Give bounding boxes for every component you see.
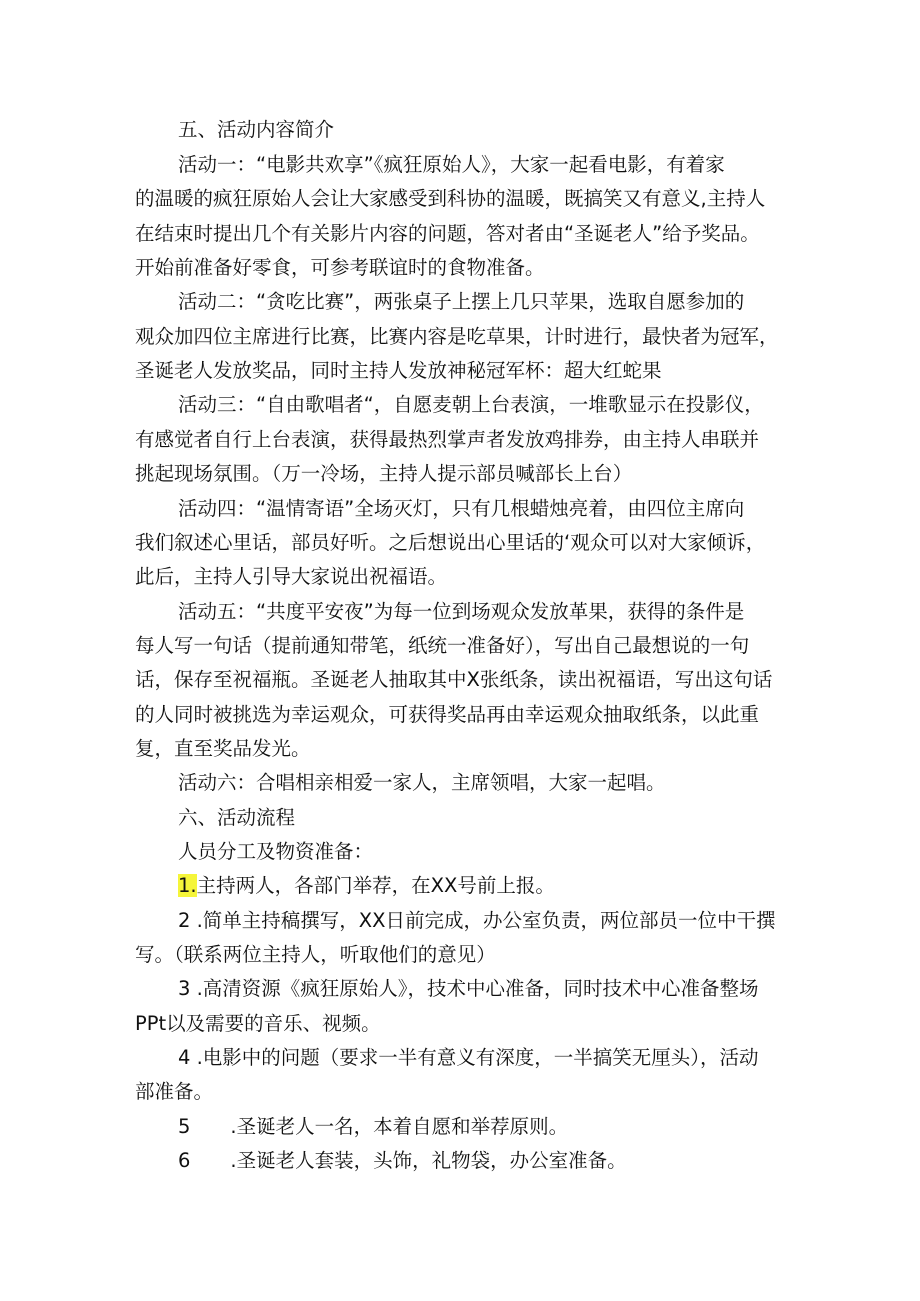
list-item: 3 .高清资源《疯狂原始人》，技术中心准备，同时技术中心准备整场 — [178, 977, 759, 1000]
list-item — [178, 1149, 627, 1175]
paragraph-line: 挑起现场氛围。（万一冷场，主持人提示部员喊部长上台） — [135, 462, 633, 485]
paragraph-line: 话，保存至祝福瓶。圣诞老人抽取其中X张纸条，读出祝福语，写出这句话 — [135, 668, 773, 691]
paragraph-line: 写。（联系两位主持人，听取他们的意见） — [135, 943, 496, 966]
paragraph-line: 部准备。 — [135, 1080, 214, 1103]
list-number: 5 — [178, 1115, 191, 1138]
paragraph-line: 活动三：“自由歌唱者“，自愿麦朝上台表演，一堆歌显示在投影仪， — [178, 393, 764, 416]
paragraph-line: 我们叙述心里话，部员好听。之后想说出心里话的‘观众可以对大家倾诉， — [135, 531, 766, 554]
paragraph-line: 观众加四位主席进行比赛，比赛内容是吃草果，计时进行，最快者为冠军， — [135, 325, 779, 348]
subheading: 人员分工及物资准备： — [178, 840, 374, 863]
list-item — [178, 874, 555, 900]
section-heading: 六、活动流程 — [178, 806, 296, 829]
paragraph-line: 有感觉者自行上台表演，获得最热烈掌声者发放鸡排券，由主持人串联并 — [135, 428, 760, 451]
paragraph-line: 圣诞老人发放奖品，同时主持人发放神秘冠军杯：超大红蛇果 — [135, 359, 662, 382]
list-item-text: 主持两人，各部门举荐，在XX号前上报。 — [196, 874, 555, 897]
list-item: 4 .电影中的问题（要求一半有意义有深度，一半搞笑无厘头），活动 — [178, 1046, 759, 1069]
paragraph-line: 活动一：“电影共欢享”《疯狂原始人》，大家一起看电影，有着家 — [178, 153, 725, 176]
list-item: 2 .简单主持稿撰写，XX日前完成，办公室负责，两位部员一位中干撰 — [178, 909, 776, 932]
paragraph-line: 开始前准备好零食，可参考联谊时的食物准备。 — [135, 256, 545, 279]
paragraph-line: PPt以及需要的音乐、视频。 — [135, 1012, 381, 1035]
section-heading: 五、活动内容简介 — [178, 118, 335, 141]
paragraph-line: 此后，主持人引导大家说出祝福语。 — [135, 565, 448, 588]
paragraph-line: 活动六：合唱相亲相爱一家人，主席领唱，大家一起唱。 — [178, 771, 666, 794]
paragraph-line: 活动二：“贪吃比赛”，两张桌子上摆上几只苹果，选取自愿参加的 — [178, 290, 745, 313]
paragraph-line: 活动五：“共度平安夜”为每一位到场观众发放革果，获得的条件是 — [178, 600, 745, 623]
paragraph-line: 活动四：“温情寄语”全场灭灯，只有几根蜡烛亮着，由四位主席向 — [178, 497, 745, 520]
paragraph-line: 的温暖的疯狂原始人会让大家感受到科协的温暖，既搞笑又有意义,主持人 — [135, 187, 766, 210]
list-item — [178, 1115, 568, 1141]
list-item-text: .圣诞老人套装，头饰，礼物袋，办公室准备。 — [230, 1149, 627, 1172]
list-number: 6 — [178, 1149, 191, 1172]
paragraph-line: 的人同时被挑选为幸运观众，可获得奖品再由幸运观众抽取纸条，以此重 — [135, 703, 760, 726]
paragraph-line: 在结束时提出几个有关影片内容的问题，答对者由“圣诞老人”给予奖品。 — [135, 222, 760, 245]
highlighted-number: 1. — [178, 874, 197, 897]
paragraph-line: 复，直至奖品发光。 — [135, 737, 311, 760]
list-item-text: .圣诞老人一名，本着自愿和举荐原则。 — [230, 1115, 569, 1138]
paragraph-line: 每人写一句话（提前通知带笔，纸统一准备好），写出自己最想说的一句 — [135, 634, 750, 657]
